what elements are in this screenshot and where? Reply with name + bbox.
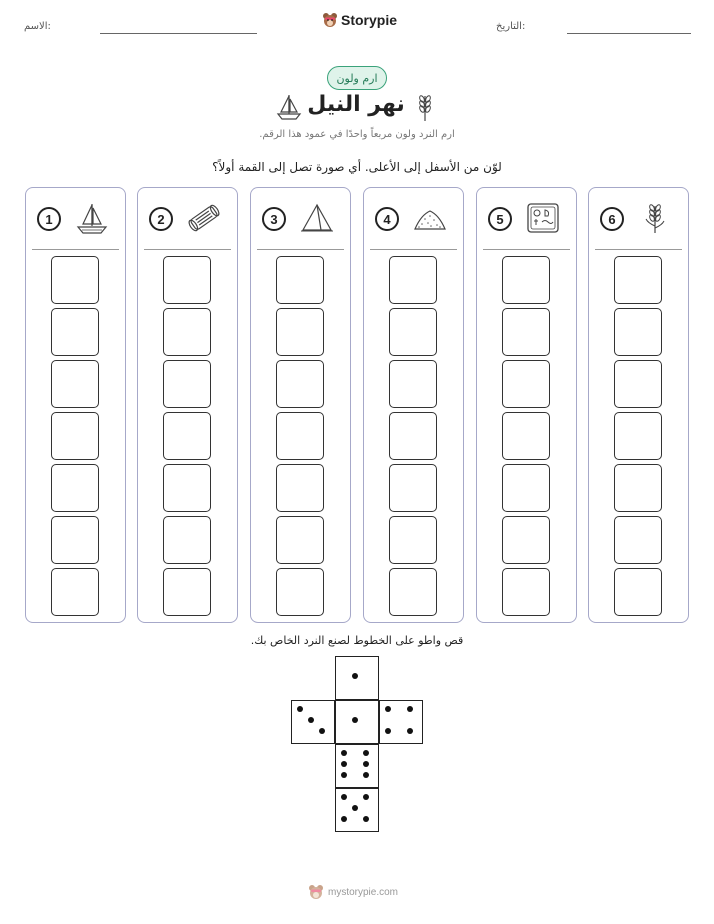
column-number: 5 <box>488 207 512 231</box>
color-square[interactable] <box>276 412 324 460</box>
color-square[interactable] <box>614 568 662 616</box>
color-square[interactable] <box>163 412 211 460</box>
die-pip <box>407 728 413 734</box>
die-pip <box>341 816 347 822</box>
die-pip <box>363 772 369 778</box>
color-square[interactable] <box>276 256 324 304</box>
pyramid-icon <box>298 199 336 237</box>
wheat-icon <box>636 199 674 237</box>
die-pip <box>341 794 347 800</box>
color-square[interactable] <box>389 360 437 408</box>
color-square[interactable] <box>163 256 211 304</box>
column-divider <box>483 249 570 250</box>
color-square[interactable] <box>502 360 550 408</box>
cut-instruction: قص واطو على الخطوط لصنع النرد الخاص بك. <box>250 634 464 647</box>
column-number: 2 <box>149 207 173 231</box>
color-square[interactable] <box>502 412 550 460</box>
color-square[interactable] <box>163 516 211 564</box>
column-divider <box>32 249 119 250</box>
color-square[interactable] <box>614 412 662 460</box>
die-pip <box>352 717 358 723</box>
color-square[interactable] <box>51 412 99 460</box>
instructions-subtitle: ارم النرد ولون مربعاً واحدًا في عمود هذا الرقم. <box>259 129 455 140</box>
storypie-logo <box>322 12 397 28</box>
color-square[interactable] <box>276 516 324 564</box>
color-square[interactable] <box>276 568 324 616</box>
column-6 <box>588 187 689 623</box>
die-pip <box>363 794 369 800</box>
color-square[interactable] <box>276 464 324 512</box>
column-divider <box>144 249 231 250</box>
sailboat-icon <box>73 199 111 237</box>
color-square[interactable] <box>163 308 211 356</box>
color-square[interactable] <box>502 464 550 512</box>
die-face-4 <box>379 700 423 744</box>
color-square[interactable] <box>163 464 211 512</box>
color-square[interactable] <box>614 360 662 408</box>
color-square[interactable] <box>51 308 99 356</box>
color-square[interactable] <box>502 256 550 304</box>
hieroglyph-tablet-icon <box>524 199 562 237</box>
name-line[interactable] <box>100 33 257 34</box>
die-pip <box>363 750 369 756</box>
bear-logo-icon <box>322 12 338 28</box>
question-text: لوّن من الأسفل إلى الأعلى. أي صورة تصل إلى القمة أولاً؟ <box>212 160 502 174</box>
color-square[interactable] <box>389 308 437 356</box>
column-5 <box>476 187 577 623</box>
color-square[interactable] <box>51 256 99 304</box>
die-pip <box>363 761 369 767</box>
color-square[interactable] <box>614 256 662 304</box>
die-pip <box>363 816 369 822</box>
wheat-title-icon <box>414 92 436 122</box>
die-pip <box>319 728 325 734</box>
die-pip <box>297 706 303 712</box>
color-square[interactable] <box>614 516 662 564</box>
column-divider <box>257 249 344 250</box>
sand-pile-icon <box>411 199 449 237</box>
color-square[interactable] <box>276 308 324 356</box>
die-pip <box>352 805 358 811</box>
die-pip <box>385 728 391 734</box>
column-3 <box>250 187 351 623</box>
color-square[interactable] <box>502 516 550 564</box>
color-square[interactable] <box>51 464 99 512</box>
color-square[interactable] <box>614 308 662 356</box>
logo-text: Storypie <box>341 12 398 28</box>
die-pip <box>352 673 358 679</box>
column-divider <box>595 249 682 250</box>
column-4 <box>363 187 464 623</box>
die-pip <box>308 717 314 723</box>
die-pip <box>385 706 391 712</box>
die-face-1 <box>335 700 379 744</box>
column-number: 3 <box>262 207 286 231</box>
color-square[interactable] <box>163 360 211 408</box>
column-number: 1 <box>37 207 61 231</box>
column-number: 4 <box>375 207 399 231</box>
footer-url[interactable]: mystorypie.com <box>328 886 399 898</box>
die-pip <box>341 761 347 767</box>
footer <box>308 884 398 900</box>
die-face-6 <box>335 744 379 788</box>
die-pip <box>341 750 347 756</box>
die-pip <box>407 706 413 712</box>
color-square[interactable] <box>51 568 99 616</box>
color-square[interactable] <box>389 516 437 564</box>
color-square[interactable] <box>389 256 437 304</box>
color-square[interactable] <box>502 568 550 616</box>
color-square[interactable] <box>51 360 99 408</box>
color-square[interactable] <box>389 412 437 460</box>
column-2 <box>137 187 238 623</box>
color-square[interactable] <box>502 308 550 356</box>
color-square[interactable] <box>276 360 324 408</box>
color-square[interactable] <box>389 568 437 616</box>
column-number: 6 <box>600 207 624 231</box>
column-1 <box>25 187 126 623</box>
column-divider <box>370 249 457 250</box>
roll-and-color-badge: ارم ولون <box>327 66 387 90</box>
color-square[interactable] <box>614 464 662 512</box>
color-square[interactable] <box>389 464 437 512</box>
name-label: الاسم: <box>24 21 51 32</box>
color-square[interactable] <box>51 516 99 564</box>
color-square[interactable] <box>163 568 211 616</box>
page-title: نهر النيل <box>307 92 405 117</box>
die-face-5 <box>335 788 379 832</box>
date-line[interactable] <box>567 33 691 34</box>
papyrus-scroll-icon <box>185 199 223 237</box>
die-face-3 <box>291 700 335 744</box>
die-pip <box>341 772 347 778</box>
bear-footer-icon <box>308 884 324 900</box>
die-face-1 <box>335 656 379 700</box>
date-label: التاريخ: <box>496 21 526 32</box>
